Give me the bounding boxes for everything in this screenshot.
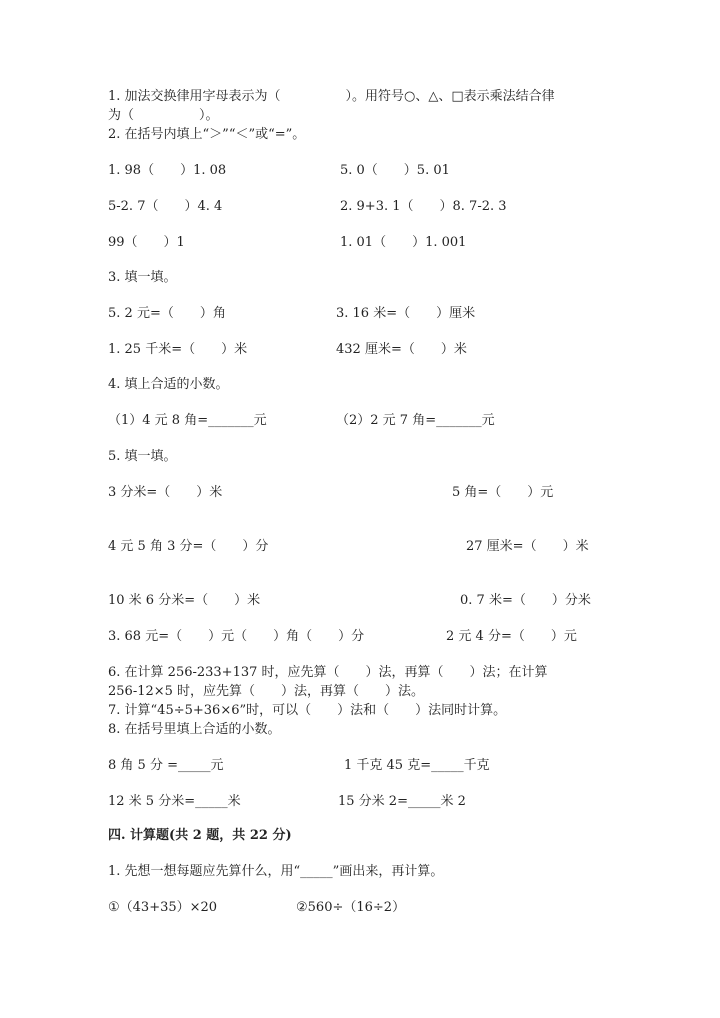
q5-item-6: 0. 7 米=（ ）分米 [460,593,591,608]
question-8-title: 8. 在括号里填上合适的小数。 [108,722,281,737]
q3-item-1: 5. 2 元=（ ）角 [108,306,226,321]
question-3-title: 3. 填一填。 [108,270,177,285]
q5-item-3: 4 元 5 角 3 分=（ ）分 [108,539,269,554]
q8-item-1: 8 角 5 分 =_____元 [108,758,224,773]
q3-item-2: 3. 16 米=（ ）厘米 [336,306,476,321]
question-6-line-2: 256-12×5 时，应先算（ ）法，再算（ ）法。 [108,684,425,699]
q3-item-3: 1. 25 千米=（ ）米 [108,342,248,357]
q2-item-6: 1. 01（ ）1. 001 [340,235,467,250]
q2-item-1: 1. 98（ ）1. 08 [108,163,227,178]
q8-item-4: 15 分米 2=_____米 2 [338,794,466,809]
q8-item-2: 1 千克 45 克=_____千克 [344,758,490,773]
calc-expression-2: ②560÷（16÷2） [296,900,406,915]
section-4-question-1: 1. 先想一想每题应先算什么，用“_____”画出来，再计算。 [108,864,444,879]
q4-item-1: （1）4 元 8 角=_______元 [108,413,267,428]
section-4-heading: 四. 计算题(共 2 题，共 22 分) [108,828,292,843]
q5-item-4: 27 厘米=（ ）米 [466,539,589,554]
question-7: 7. 计算“45÷5+36×6”时，可以（ ）法和（ ）法同时计算。 [108,703,507,718]
q2-item-5: 99（ ）1 [108,235,185,250]
question-2-title: 2. 在括号内填上“＞”“＜”或“=”。 [108,127,306,142]
q5-item-1: 3 分米=（ ）米 [108,485,223,500]
question-4-title: 4. 填上合适的小数。 [108,377,229,392]
question-6-line-1: 6. 在计算 256-233+137 时，应先算（ ）法，再算（ ）法；在计算 [108,665,548,680]
q5-item-8: 2 元 4 分=（ ）元 [446,629,577,644]
question-1-line-1: 1. 加法交换律用字母表示为（ ）。用符号○、△、□表示乘法结合律 [108,89,555,104]
q2-item-4: 2. 9+3. 1（ ）8. 7-2. 3 [340,199,507,214]
calc-expression-1: ①（43+35）×20 [108,900,218,915]
q8-item-3: 12 米 5 分米=_____米 [108,794,241,809]
question-5-title: 5. 填一填。 [108,449,177,464]
q3-item-4: 432 厘米=（ ）米 [336,342,467,357]
q2-item-3: 5-2. 7（ ）4. 4 [108,199,223,214]
question-1-line-2: 为（ ）。 [108,108,219,123]
q5-item-5: 10 米 6 分米=（ ）米 [108,593,261,608]
q4-item-2: （2）2 元 7 角=_______元 [336,413,495,428]
q5-item-7: 3. 68 元=（ ）元（ ）角（ ）分 [108,629,365,644]
q2-item-2: 5. 0（ ）5. 01 [340,163,450,178]
q5-item-2: 5 角=（ ）元 [452,485,554,500]
